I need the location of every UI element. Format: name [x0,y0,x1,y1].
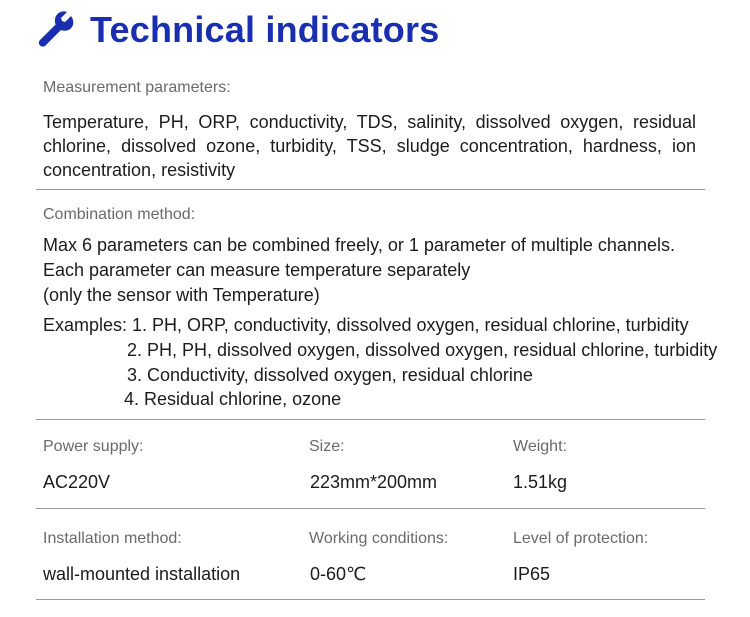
measurement-value: Temperature, PH, ORP, conductivity, TDS, salinity, dissolved oxygen, residual chlorine, dissolved ozone, turbidity, TSS, sludge concentration, hardness, ion concentration, resistivity [43,112,696,180]
divider [36,599,705,600]
working-conditions-label: Working conditions: [309,530,449,547]
divider [36,419,705,420]
combination-label: Combination method: [43,206,196,223]
section-header [36,6,439,54]
page-title: Technical indicators [90,9,440,50]
power-supply-value: AC220V [43,472,111,492]
protection-label: Level of protection: [513,530,649,547]
divider [36,508,705,509]
example-line: 3. Conductivity, dissolved oxygen, residual chlorine [127,365,533,385]
wrench-icon [36,10,76,50]
weight-label: Weight: [513,438,567,455]
combination-line: Max 6 parameters can be combined freely, or 1 parameter of multiple channels. [43,235,675,255]
installation-label: Installation method: [43,530,182,547]
divider [36,189,705,190]
protection-value: IP65 [513,564,551,584]
example-line: 4. Residual chlorine, ozone [124,389,342,409]
combination-line: Each parameter can measure temperature separately [43,260,471,280]
combination-line: (only the sensor with Temperature) [43,285,320,305]
working-conditions-value: 0-60℃ [310,564,367,584]
measurement-label: Measurement parameters: [43,79,231,96]
example-line: 2. PH, PH, dissolved oxygen, dissolved oxygen, residual chlorine, turbidity [127,340,718,360]
example-line: Examples: 1. PH, ORP, conductivity, dissolved oxygen, residual chlorine, turbidity [43,315,689,335]
size-value: 223mm*200mm [310,472,438,492]
weight-value: 1.51kg [513,472,568,492]
power-supply-label: Power supply: [43,438,144,455]
size-label: Size: [309,438,345,455]
installation-value: wall-mounted installation [43,564,241,584]
